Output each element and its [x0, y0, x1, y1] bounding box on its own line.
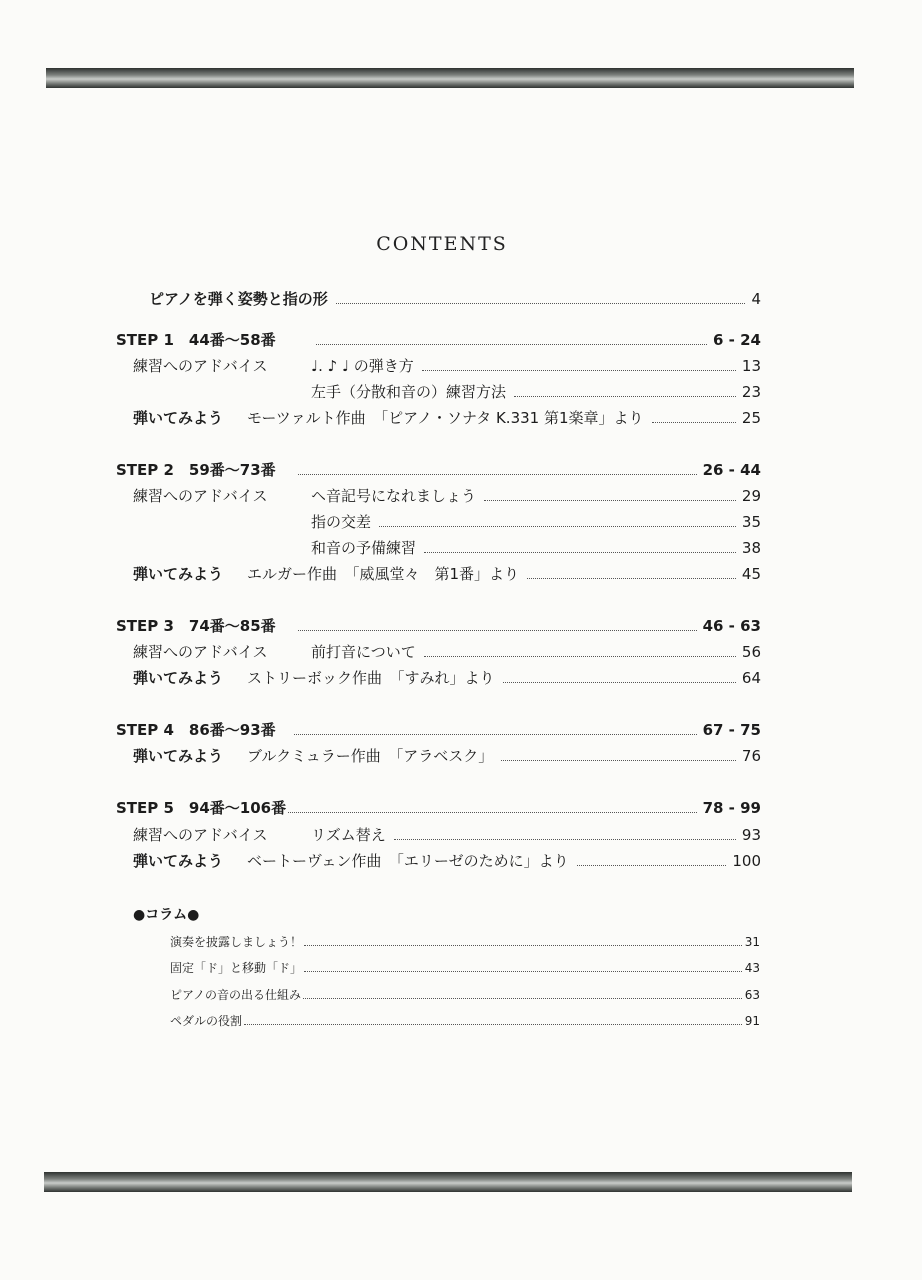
dot-leader: [316, 343, 707, 345]
toc-entry-step2-advice2[interactable]: [311, 512, 761, 532]
entry-text: エルガー作曲 「威風堂々 第1番」より: [247, 565, 520, 583]
dot-leader: [298, 473, 697, 475]
dot-leader: [379, 525, 736, 527]
toc-entry-step3-play[interactable]: [133, 668, 761, 688]
toc-entry-step5[interactable]: [116, 798, 761, 818]
toc-entry-step1-play[interactable]: [133, 408, 761, 428]
step-label: STEP 3 74番〜85番: [116, 617, 276, 635]
page-number: 43: [744, 961, 760, 975]
column-item-text: ペダルの役割: [170, 1014, 243, 1028]
entry-text: 前打音について: [311, 643, 416, 661]
page-number: 25: [741, 409, 761, 427]
toc-entry-step2-advice1[interactable]: [133, 486, 761, 506]
toc-entry-step2-advice3[interactable]: [311, 538, 761, 558]
dot-leader: [303, 997, 742, 999]
dot-leader: [484, 499, 736, 501]
toc-entry-step5-advice1[interactable]: [133, 825, 761, 845]
page-range: 67 - 75: [702, 721, 761, 739]
toc-entry-step2[interactable]: [116, 460, 761, 480]
page-range: 6 - 24: [713, 331, 761, 349]
step-label: STEP 2 59番〜73番: [116, 461, 276, 479]
dot-leader: [304, 970, 742, 972]
page-number: 100: [732, 852, 761, 870]
toc-entry-intro[interactable]: [149, 289, 761, 309]
entry-text: ストリーボック作曲 「すみれ」より: [247, 669, 495, 687]
column-item[interactable]: [170, 1011, 760, 1031]
page-title: CONTENTS: [376, 233, 508, 255]
dot-leader: [503, 681, 736, 683]
entry-text: ベートーヴェン作曲 「エリーゼのために」より: [247, 852, 569, 870]
entry-text: モーツァルト作曲 「ピアノ・ソナタ K.331 第1楽章」より: [247, 409, 644, 427]
play-label: 弾いてみよう: [133, 669, 224, 687]
page-number: 93: [741, 826, 761, 844]
column-item[interactable]: [170, 958, 760, 978]
page-range: 46 - 63: [702, 617, 761, 635]
dot-leader: [652, 421, 736, 423]
column-item-text: 演奏を披露しましょう！: [170, 935, 303, 949]
advice-label: 練習へのアドバイス: [133, 357, 268, 375]
dot-leader: [501, 759, 736, 761]
page-number: 31: [744, 935, 760, 949]
toc-entry-step4-play[interactable]: [133, 746, 761, 766]
play-label: 弾いてみよう: [133, 747, 224, 765]
dot-leader: [577, 864, 727, 866]
column-item[interactable]: [170, 932, 760, 952]
entry-text: ヘ音記号になれましょう: [311, 487, 477, 505]
page-number: 91: [744, 1014, 760, 1028]
page-number: 13: [741, 357, 761, 375]
dot-leader: [298, 629, 697, 631]
step-label: STEP 4 86番〜93番: [116, 721, 276, 739]
page-range: 78 - 99: [702, 799, 761, 817]
entry-label: ピアノを弾く姿勢と指の形: [149, 290, 328, 308]
dot-leader: [244, 1023, 742, 1025]
page-number: 38: [741, 539, 761, 557]
entry-text: ブルクミュラー作曲 「アラベスク」: [247, 747, 494, 765]
page-number: 76: [741, 747, 761, 765]
dot-leader: [288, 811, 696, 813]
page-number: 56: [741, 643, 761, 661]
column-item-text: ピアノの音の出る仕組み: [170, 988, 302, 1002]
play-label: 弾いてみよう: [133, 409, 224, 427]
dot-leader: [304, 944, 742, 946]
page-number: 64: [741, 669, 761, 687]
page-number: 35: [741, 513, 761, 531]
toc-entry-step1-advice2[interactable]: [311, 382, 761, 402]
play-label: 弾いてみよう: [133, 852, 224, 870]
dot-leader: [394, 838, 736, 840]
column-item[interactable]: [170, 985, 760, 1005]
toc-entry-step1[interactable]: [116, 330, 761, 350]
dot-leader: [424, 655, 736, 657]
toc-entry-step3[interactable]: [116, 616, 761, 636]
advice-label: 練習へのアドバイス: [133, 643, 268, 661]
page-number: 29: [741, 487, 761, 505]
toc-entry-step5-play[interactable]: [133, 851, 761, 871]
dot-leader: [294, 733, 697, 735]
dot-leader: [514, 395, 736, 397]
step-label: STEP 5 94番〜106番: [116, 799, 287, 817]
entry-text: ♩. ♪ ♩ の弾き方: [311, 357, 414, 375]
page-number: 45: [741, 565, 761, 583]
toc-entry-step2-play[interactable]: [133, 564, 761, 584]
page-number: 4: [751, 290, 761, 308]
dot-leader: [527, 577, 736, 579]
toc-entry-step1-advice1[interactable]: [133, 356, 761, 376]
toc-entry-step4[interactable]: [116, 720, 761, 740]
step-label: STEP 1 44番〜58番: [116, 331, 276, 349]
page-number: 63: [744, 988, 760, 1002]
toc-entry-step3-advice1[interactable]: [133, 642, 761, 662]
bottom-decorative-bar: [44, 1172, 852, 1192]
page-range: 26 - 44: [702, 461, 761, 479]
entry-text: 左手（分散和音の）練習方法: [311, 383, 507, 401]
dot-leader: [424, 551, 736, 553]
entry-text: リズム替え: [311, 826, 386, 844]
play-label: 弾いてみよう: [133, 565, 224, 583]
entry-text: 指の交差: [311, 513, 372, 531]
column-item-text: 固定「ド」と移動「ド」: [170, 961, 303, 975]
advice-label: 練習へのアドバイス: [133, 487, 268, 505]
page-number: 23: [741, 383, 761, 401]
column-heading: ●コラム●: [133, 907, 200, 923]
dot-leader: [336, 302, 746, 304]
dot-leader: [422, 369, 736, 371]
entry-text: 和音の予備練習: [311, 539, 417, 557]
advice-label: 練習へのアドバイス: [133, 826, 268, 844]
